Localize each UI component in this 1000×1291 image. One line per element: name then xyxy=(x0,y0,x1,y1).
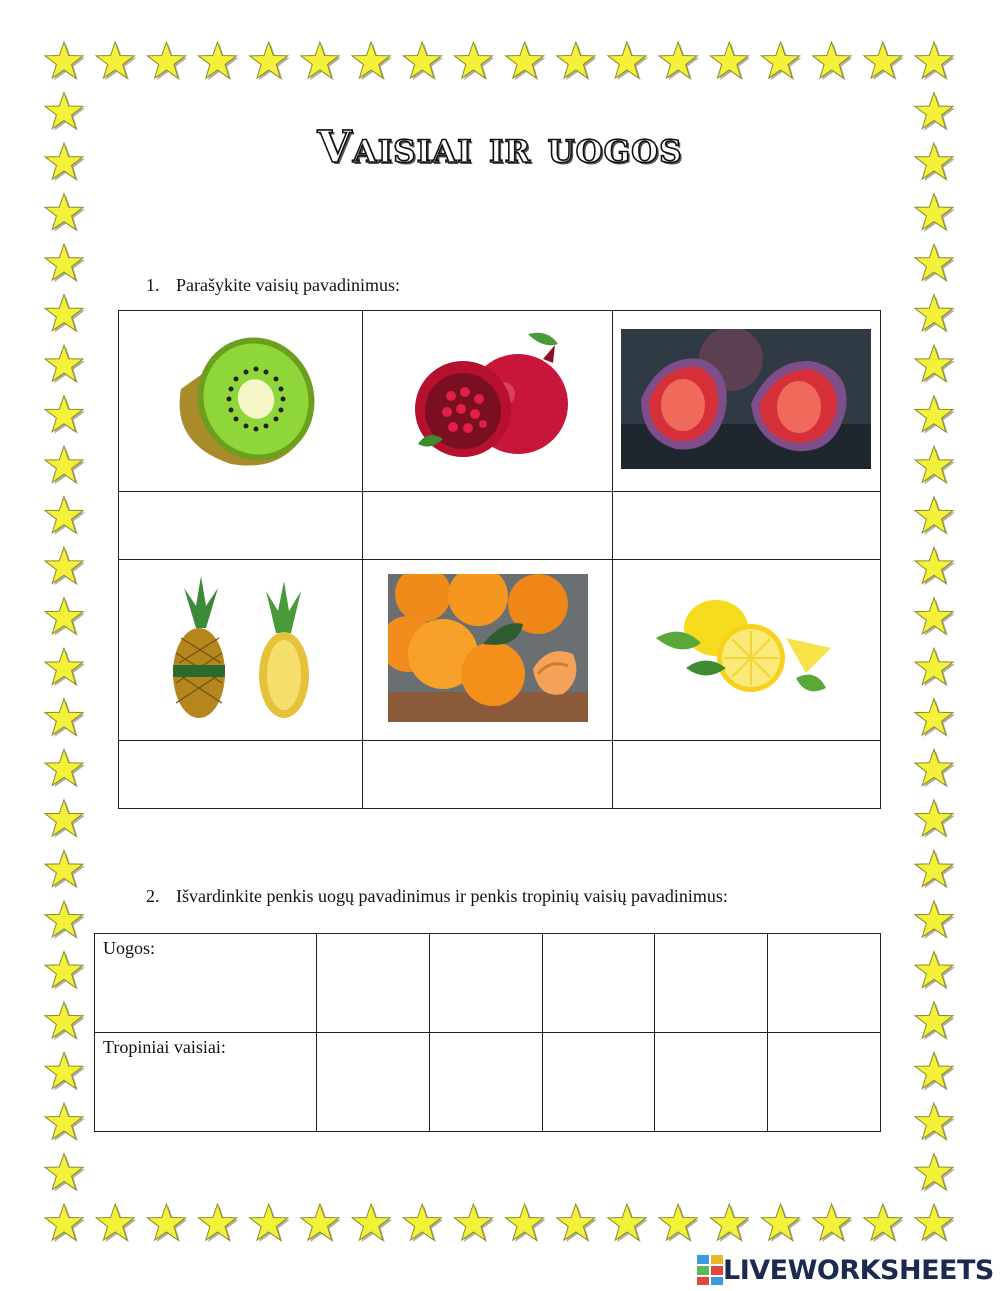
kiwi-image xyxy=(161,324,321,474)
tropical-row xyxy=(95,1033,881,1132)
liveworksheets-logo[interactable] xyxy=(697,1252,994,1288)
berries-row xyxy=(95,934,881,1033)
pomegranate-cell xyxy=(363,311,612,492)
berry-answer-cell[interactable] xyxy=(317,934,430,1033)
answer-cell-kiwi[interactable] xyxy=(119,492,363,560)
image-row xyxy=(119,560,881,741)
lemon-cell xyxy=(612,560,880,741)
answer-row-2 xyxy=(119,741,881,809)
answer-row-1 xyxy=(119,492,881,560)
tropical-answer-cell[interactable] xyxy=(768,1033,881,1132)
lemon-image xyxy=(646,598,846,698)
tropical-fruits-label: Tropiniai vaisiai: xyxy=(95,1033,317,1132)
question-text: Išvardinkite penkis uogų pavadinimus ir penkis tropinių vaisių pavadinimus: xyxy=(176,886,728,906)
berries-tropical-table xyxy=(94,933,881,1132)
mandarin-cell xyxy=(363,560,612,741)
answer-cell-fig[interactable] xyxy=(612,492,880,560)
question-1 xyxy=(146,275,400,296)
pomegranate-image xyxy=(393,324,583,474)
fig-cell xyxy=(612,311,880,492)
answer-cell-lemon[interactable] xyxy=(612,741,880,809)
page-title: Vaisiai ir uogos xyxy=(317,122,683,173)
fig-image xyxy=(621,329,871,469)
mandarin-image xyxy=(388,574,588,722)
tropical-answer-cell[interactable] xyxy=(429,1033,542,1132)
tropical-answer-cell[interactable] xyxy=(542,1033,655,1132)
answer-cell-mandarin[interactable] xyxy=(363,741,612,809)
question-number: 2. xyxy=(146,886,160,906)
fruit-name-table xyxy=(118,310,881,809)
answer-cell-pineapple[interactable] xyxy=(119,741,363,809)
berry-answer-cell[interactable] xyxy=(429,934,542,1033)
answer-cell-pomegranate[interactable] xyxy=(363,492,612,560)
pineapple-cell xyxy=(119,560,363,741)
kiwi-cell xyxy=(119,311,363,492)
berry-answer-cell[interactable] xyxy=(542,934,655,1033)
question-text: Parašykite vaisių pavadinimus: xyxy=(176,275,400,295)
tropical-answer-cell[interactable] xyxy=(655,1033,768,1132)
berry-answer-cell[interactable] xyxy=(655,934,768,1033)
question-number: 1. xyxy=(146,275,160,295)
pineapple-image xyxy=(141,573,341,723)
tropical-answer-cell[interactable] xyxy=(317,1033,430,1132)
berries-label: Uogos: xyxy=(95,934,317,1033)
logo-blocks-icon xyxy=(697,1255,723,1285)
question-2 xyxy=(146,886,728,907)
logo-text: LIVEWORKSHEETS xyxy=(723,1254,994,1286)
berry-answer-cell[interactable] xyxy=(768,934,881,1033)
image-row xyxy=(119,311,881,492)
